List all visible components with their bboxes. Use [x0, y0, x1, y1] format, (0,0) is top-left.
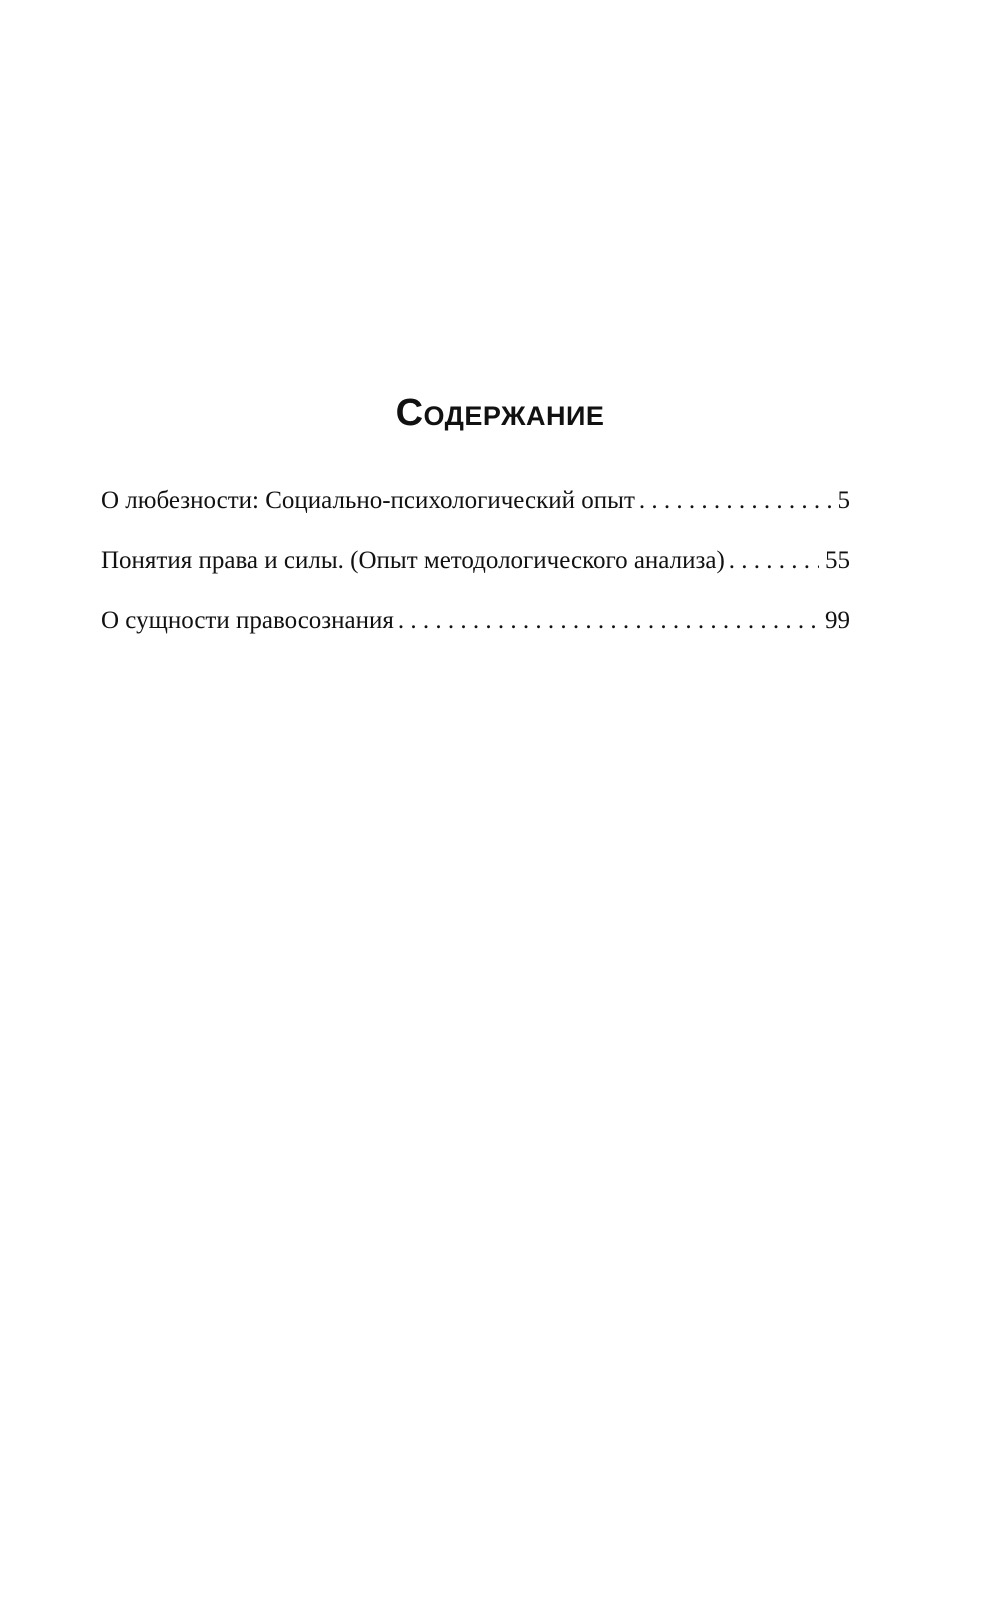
toc-entry — [101, 607, 850, 667]
toc-entry-title: О любезности: Социально-психологический опыт — [101, 487, 635, 514]
dot-leader — [729, 547, 819, 575]
toc-entry — [101, 487, 850, 547]
toc-entry-page-number: 5 — [837, 487, 850, 514]
toc-heading: Содержание — [395, 392, 605, 434]
toc-entry-page-number: 55 — [825, 547, 850, 574]
toc-entry — [101, 547, 850, 607]
toc-entry-title: Понятия права и силы. (Опыт методологического анализа) — [101, 547, 725, 574]
dot-leader — [639, 487, 832, 515]
dot-leader — [398, 607, 819, 635]
table-of-contents — [101, 487, 850, 667]
toc-entry-title: О сущности правосознания — [101, 607, 394, 634]
toc-entry-page-number: 99 — [825, 607, 850, 634]
